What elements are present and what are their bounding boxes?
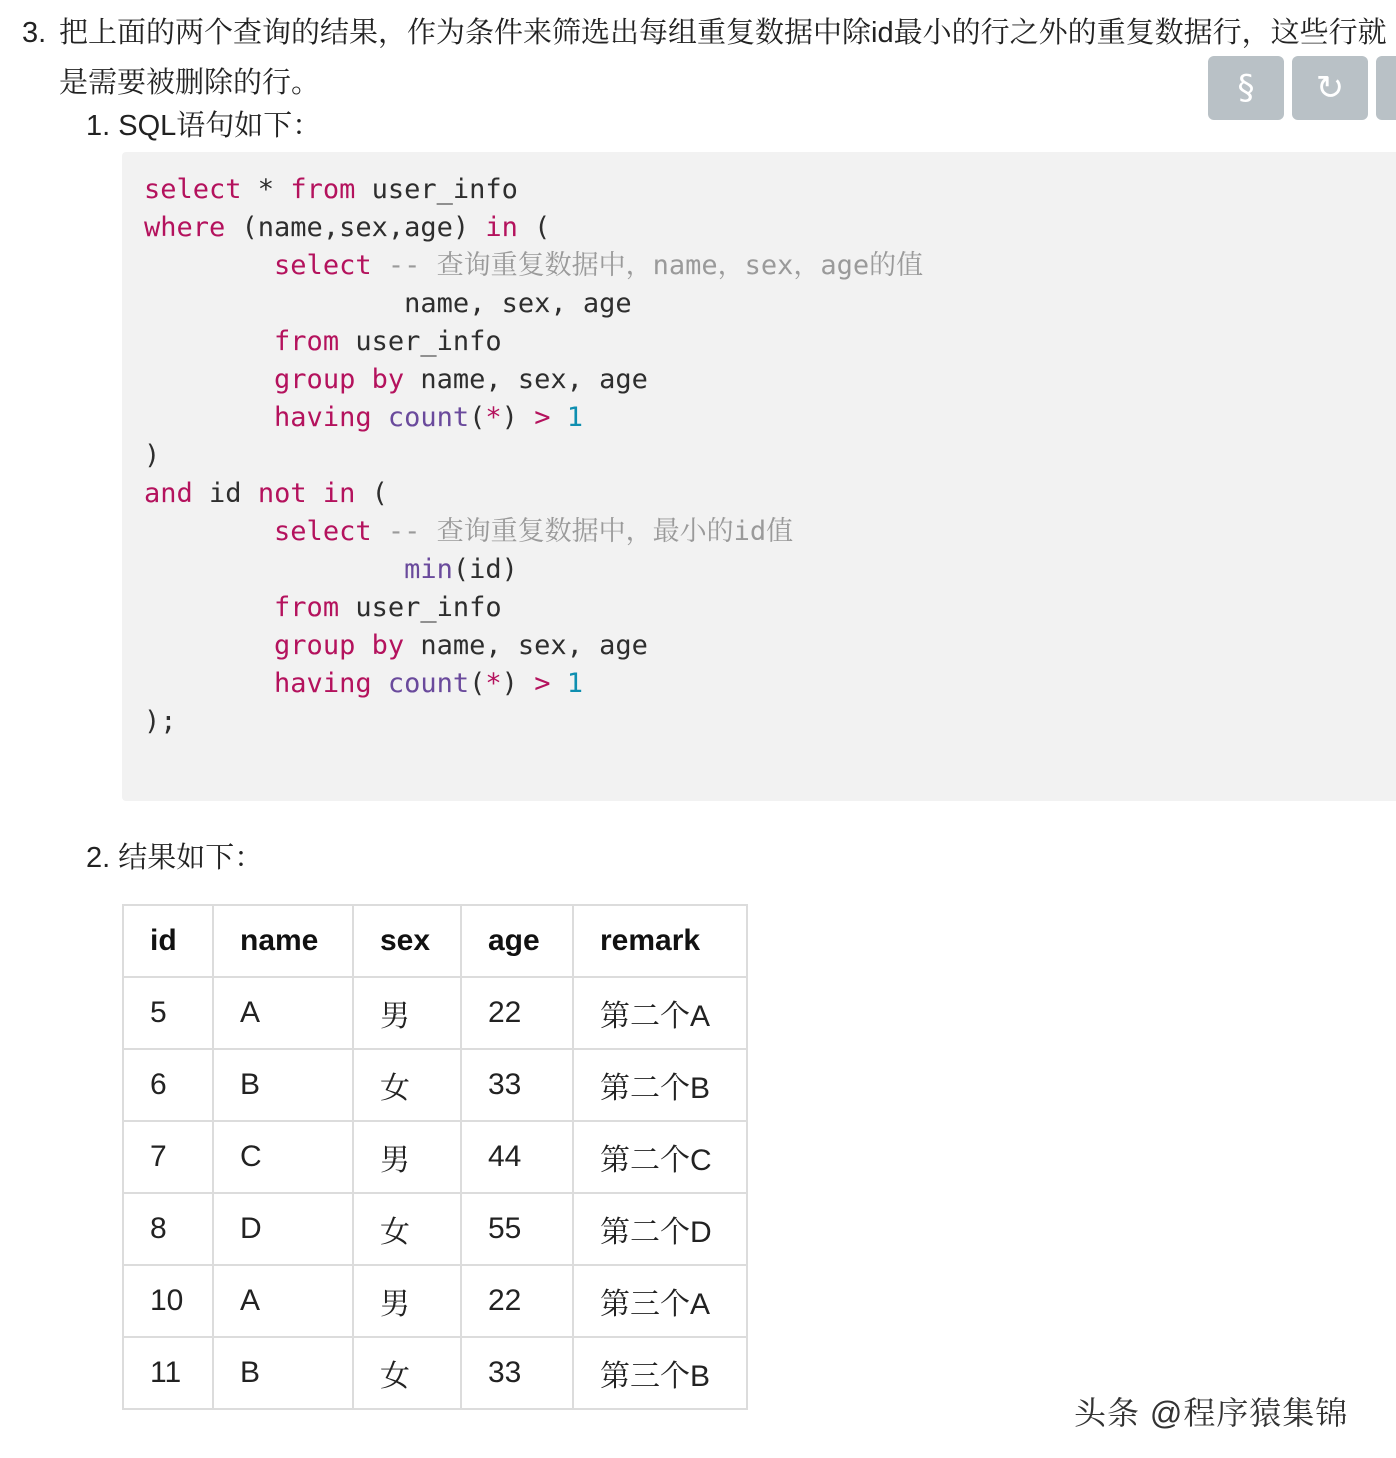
- code-token: [144, 592, 274, 623]
- code-line: [144, 668, 583, 699]
- code-line: [144, 174, 518, 205]
- code-token: from: [290, 174, 356, 205]
- code-token: (: [469, 402, 486, 433]
- code-line: [144, 554, 518, 585]
- result-heading: 2. 结果如下：: [86, 842, 264, 874]
- code-token: name, sex, age: [404, 364, 648, 395]
- table-row: [123, 1193, 747, 1265]
- code-token: [144, 554, 404, 585]
- table-row: [123, 1049, 747, 1121]
- section-sign-icon: §: [1237, 68, 1255, 108]
- table-cell: 22: [461, 1265, 573, 1337]
- code-token: >: [534, 402, 551, 433]
- table-cell: 男: [353, 1265, 461, 1337]
- table-cell: 7: [123, 1121, 213, 1193]
- code-token: (id): [452, 554, 518, 585]
- code-token: select: [144, 174, 242, 205]
- code-token: in: [485, 212, 518, 243]
- code-token: 1: [566, 402, 583, 433]
- table-cell: 女: [353, 1193, 461, 1265]
- code-token: count: [387, 402, 470, 433]
- code-line: [144, 364, 648, 395]
- code-token: from: [274, 326, 340, 357]
- code-token: select: [274, 516, 372, 547]
- table-cell: 33: [461, 1337, 573, 1409]
- table-cell: 44: [461, 1121, 573, 1193]
- table-cell: 男: [353, 1121, 461, 1193]
- table-cell: A: [213, 977, 353, 1049]
- code-token: group by: [274, 630, 405, 661]
- step-text: 把上面的两个查询的结果，作为条件来筛选出每组重复数据中除id最小的行之外的重复数据行，这些行就是需要被删除的行。: [59, 17, 1387, 99]
- code-token: [144, 250, 274, 281]
- code-token: from: [274, 592, 340, 623]
- code-token: name, sex, age: [144, 288, 632, 319]
- table-cell: D: [213, 1193, 353, 1265]
- table-row: [123, 977, 747, 1049]
- code-token: ): [144, 440, 161, 471]
- watermark: 头条 @程序猿集锦: [1074, 1395, 1349, 1431]
- table-cell: 第二个D: [573, 1193, 747, 1265]
- code-line: [144, 592, 502, 623]
- section-link-button[interactable]: [1208, 56, 1284, 120]
- code-token: select: [274, 250, 372, 281]
- table-cell: 10: [123, 1265, 213, 1337]
- code-token: and: [144, 478, 193, 509]
- code-token: *: [485, 402, 502, 433]
- code-token: user_info: [339, 592, 502, 623]
- code-token: [372, 668, 388, 699]
- code-token: [144, 630, 274, 661]
- table-cell: 8: [123, 1193, 213, 1265]
- more-button[interactable]: [1376, 56, 1396, 120]
- code-line: [144, 250, 923, 281]
- column-header: name: [213, 905, 353, 977]
- code-token: (: [517, 212, 551, 243]
- code-token: *: [485, 668, 502, 699]
- code-line: [144, 478, 388, 509]
- code-token: [550, 668, 566, 699]
- code-token: ): [501, 668, 535, 699]
- code-token: [144, 516, 274, 547]
- table-cell: B: [213, 1049, 353, 1121]
- code-token: 1: [566, 668, 583, 699]
- code-token: id: [192, 478, 258, 509]
- table-row: [123, 1337, 747, 1409]
- code-line: [144, 516, 793, 547]
- code-token: user_info: [339, 326, 502, 357]
- code-token: user_info: [355, 174, 518, 205]
- code-line: [144, 212, 550, 243]
- table-cell: 女: [353, 1049, 461, 1121]
- step-number: 3.: [22, 17, 47, 49]
- code-token: having: [274, 402, 372, 433]
- code-line: [144, 706, 177, 737]
- code-token: count: [387, 668, 470, 699]
- code-token: >: [534, 668, 551, 699]
- table-cell: 11: [123, 1337, 213, 1409]
- column-header: sex: [353, 905, 461, 977]
- table-cell: 第三个A: [573, 1265, 747, 1337]
- code-line: [144, 326, 502, 357]
- table-row: [123, 1121, 747, 1193]
- code-token: min: [404, 554, 453, 585]
- refresh-button[interactable]: [1292, 56, 1368, 120]
- code-token: [144, 402, 274, 433]
- table-cell: 第二个C: [573, 1121, 747, 1193]
- code-line: [144, 630, 648, 661]
- code-line: [144, 288, 632, 319]
- result-table: [122, 904, 748, 1410]
- table-row: [123, 1265, 747, 1337]
- table-cell: 55: [461, 1193, 573, 1265]
- table-cell: 第三个B: [573, 1337, 747, 1409]
- sql-heading: 1. SQL语句如下：: [86, 110, 322, 142]
- code-token: not in: [257, 478, 356, 509]
- code-line: [144, 402, 583, 433]
- refresh-icon: ↻: [1315, 68, 1345, 108]
- code-token: (: [469, 668, 486, 699]
- code-token: -- 查询重复数据中，最小的id值: [371, 516, 794, 547]
- table-cell: 22: [461, 977, 573, 1049]
- table-cell: C: [213, 1121, 353, 1193]
- column-header: remark: [573, 905, 747, 977]
- code-token: [144, 668, 274, 699]
- code-token: *: [241, 174, 291, 205]
- code-token: where: [144, 212, 226, 243]
- table-header-row: [123, 905, 747, 977]
- table-cell: 33: [461, 1049, 573, 1121]
- code-token: -- 查询重复数据中，name，sex，age的值: [371, 250, 924, 281]
- code-token: name, sex, age: [404, 630, 648, 661]
- table-cell: 女: [353, 1337, 461, 1409]
- table-cell: 6: [123, 1049, 213, 1121]
- column-header: age: [461, 905, 573, 977]
- code-token: (name,sex,age): [225, 212, 486, 243]
- code-token: group by: [274, 364, 405, 395]
- code-line: [144, 440, 160, 471]
- table-cell: A: [213, 1265, 353, 1337]
- sql-code: [144, 171, 923, 741]
- code-token: [550, 402, 566, 433]
- code-token: [144, 326, 274, 357]
- code-token: );: [144, 706, 177, 737]
- table-cell: 第二个A: [573, 977, 747, 1049]
- code-token: ): [501, 402, 535, 433]
- table-cell: 第二个B: [573, 1049, 747, 1121]
- code-token: [144, 364, 274, 395]
- code-token: having: [274, 668, 372, 699]
- table-cell: B: [213, 1337, 353, 1409]
- code-token: (: [355, 478, 388, 509]
- code-token: [372, 402, 388, 433]
- column-header: id: [123, 905, 213, 977]
- table-cell: 5: [123, 977, 213, 1049]
- table-cell: 男: [353, 977, 461, 1049]
- code-block: [122, 152, 1396, 801]
